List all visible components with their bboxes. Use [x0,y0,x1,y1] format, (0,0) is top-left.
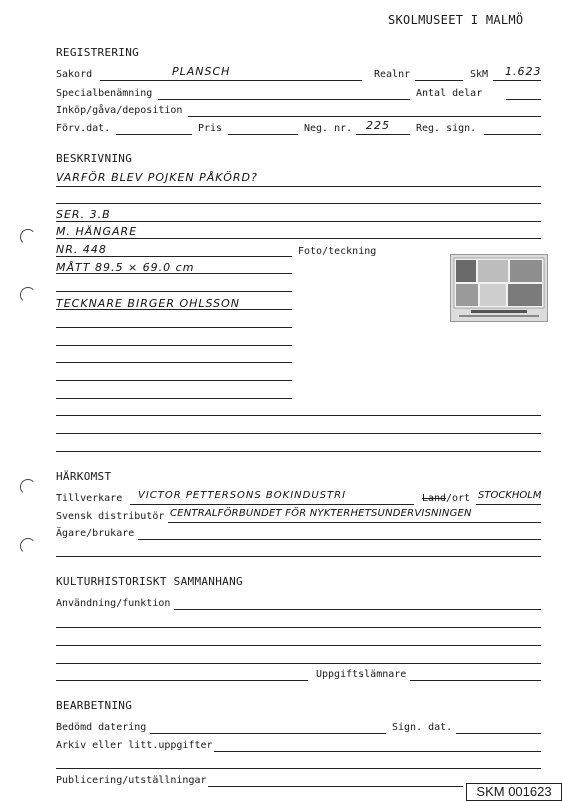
tillverkare-line [130,504,414,505]
beskrivning-entry: NR. 448 [56,243,107,256]
beskrivning-line [56,186,541,187]
uppgiftslamnare-label: Uppgiftslämnare [316,669,407,680]
beskrivning-line [56,451,541,452]
beskrivning-line [56,345,292,346]
beskrivning-entry: M. HÄNGARE [56,225,138,238]
forv-dat-line [116,134,192,135]
ort-line [476,504,541,505]
beskrivning-line [56,433,541,434]
uppgiftslamnare-line [410,680,541,681]
ort-value: STOCKHOLM [478,490,542,501]
distributor-line [168,522,541,523]
neg-nr-label: Neg. nr. [304,123,353,134]
beskrivning-entry: MÅTT 89.5 × 69.0 cm [56,261,195,274]
section-heading-harkomst: HÄRKOMST [56,470,112,483]
skm-label: SkM [470,69,489,80]
poster-photo [450,254,548,322]
kultur-line [56,680,308,681]
kultur-line [56,627,541,628]
sakord-label: Sakord [56,69,93,80]
beskrivning-entry: SER. 3.B [56,208,111,221]
realnr-label: Realnr [374,69,411,80]
punch-hole [20,479,36,495]
distributor-value: CENTRALFÖRBUNDET FÖR NYKTERHETSUNDERVISNINGEN [170,508,472,519]
pris-line [228,134,298,135]
antal-delar-label: Antal delar [416,88,483,99]
reg-sign-label: Reg. sign. [416,123,477,134]
beskrivning-line [56,256,292,257]
beskrivning-line [56,398,292,399]
distributor-label: Svensk distributör [56,511,165,522]
bedomd-datering-label: Bedömd datering [56,722,147,733]
sakord-line [100,80,362,81]
punch-hole [20,538,36,554]
anvandning-line [174,609,541,610]
publicering-label: Publicering/utställningar [56,775,207,786]
section-heading-registrering: REGISTRERING [56,46,140,59]
specialbenamning-label: Specialbenämning [56,88,153,99]
agare-label: Ägare/brukare [56,528,135,539]
bedomd-datering-line [150,733,386,734]
punch-hole [20,287,36,303]
arkiv-line [214,751,541,752]
inkop-line [188,116,541,117]
pris-label: Pris [198,123,223,134]
beskrivning-line [56,415,541,416]
beskrivning-line [56,273,292,274]
beskrivning-line [56,380,292,381]
foto-teckning-label: Foto/teckning [298,246,377,257]
land-label: Land [422,493,447,504]
kultur-line [56,663,541,664]
sign-dat-label: Sign. dat. [392,722,453,733]
tillverkare-label: Tillverkare [56,493,123,504]
beskrivning-title: VARFÖR BLEV POJKEN PÅKÖRD? [56,171,258,184]
realnr-line [415,80,463,81]
section-heading-kultur: KULTURHISTORISKT SAMMANHANG [56,575,243,588]
harkomst-line [56,556,541,557]
beskrivning-line [56,203,541,204]
poster-thumbnail-graphic [451,255,547,321]
punch-hole [20,229,36,245]
forv-dat-label: Förv.dat. [56,123,111,134]
inkop-label: Inköp/gåva/deposition [56,105,183,116]
arkiv-label: Arkiv eller litt.uppgifter [56,740,213,751]
skm-line [493,80,541,81]
sign-dat-line [456,733,541,734]
agare-line [138,539,541,540]
anvandning-label: Användning/funktion [56,598,171,609]
neg-nr-line [356,134,410,135]
publicering-line [208,786,463,787]
skm-value: 1.623 [505,65,542,78]
neg-nr-value: 225 [366,119,390,132]
antal-delar-line [506,99,541,100]
beskrivning-line [56,327,292,328]
sakord-value: PLANSCH [172,65,231,78]
kultur-line [56,645,541,646]
beskrivning-line [56,309,292,310]
tillverkare-value: VICTOR PETTERSONS BOKINDUSTRI [138,490,347,501]
ort-label: /ort [446,493,471,504]
section-heading-beskrivning: BESKRIVNING [56,152,133,165]
specialbenamning-line [158,99,410,100]
beskrivning-line [56,291,292,292]
beskrivning-entry: TECKNARE BIRGER OHLSSON [56,297,240,310]
museum-name: SKOLMUSEET I MALMÖ [388,13,524,27]
beskrivning-line [56,221,541,222]
beskrivning-line [56,238,541,239]
catalog-id-stamp: SKM 001623 [466,783,562,801]
section-heading-bearbetning: BEARBETNING [56,699,133,712]
beskrivning-line [56,362,292,363]
bearbetning-line [56,768,541,769]
reg-sign-line [484,134,541,135]
